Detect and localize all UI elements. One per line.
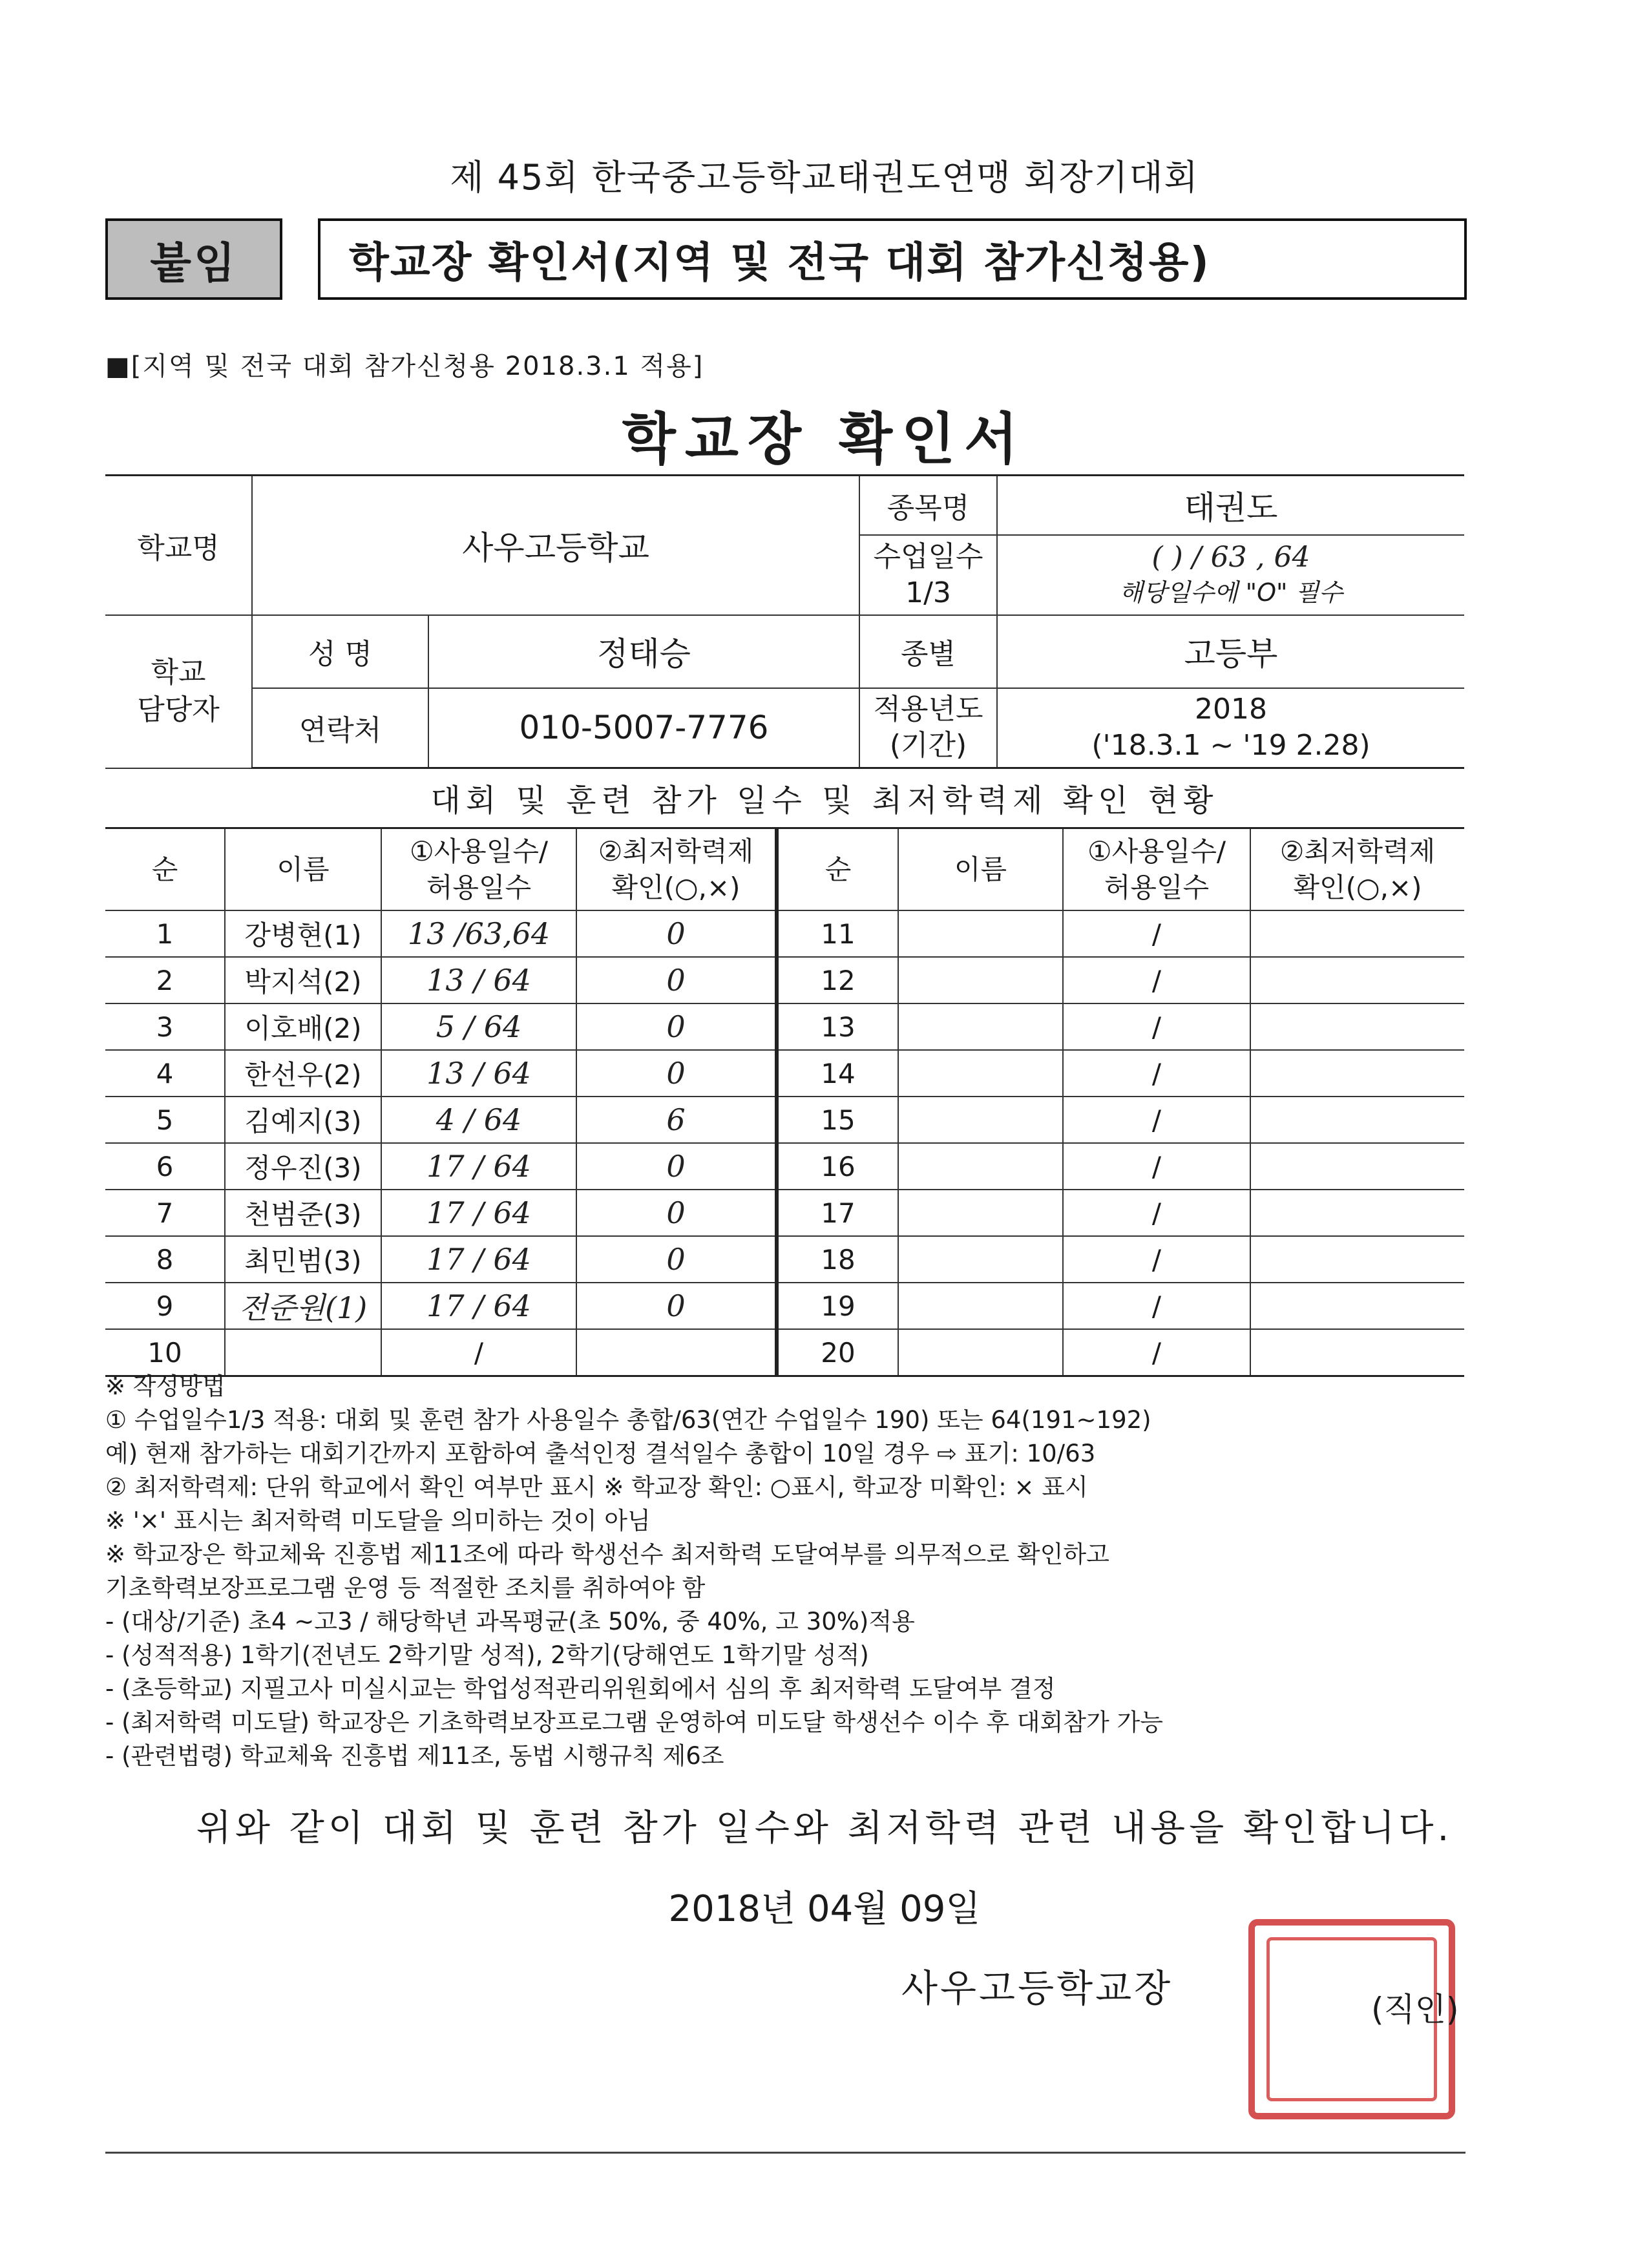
row-no: 1 bbox=[105, 910, 225, 957]
row-days-right: / bbox=[1063, 1190, 1250, 1236]
table-row bbox=[105, 1003, 1464, 1050]
row-no: 8 bbox=[105, 1236, 225, 1283]
row-no: 7 bbox=[105, 1190, 225, 1236]
year-value-cell bbox=[997, 688, 1464, 768]
row-check-right bbox=[1250, 1050, 1464, 1097]
row-check: 0 bbox=[576, 1283, 777, 1329]
period-value: ('18.3.1 ~ '19 2.28) bbox=[1091, 729, 1371, 762]
table-row bbox=[105, 1283, 1464, 1329]
school-name-value: 사우고등학교 bbox=[252, 476, 859, 615]
row-no: 9 bbox=[105, 1283, 225, 1329]
row-name-right bbox=[898, 1329, 1063, 1376]
table-row bbox=[105, 1190, 1464, 1236]
row-days-right: / bbox=[1063, 1283, 1250, 1329]
row-name-right bbox=[898, 957, 1063, 1003]
row-check: 0 bbox=[576, 1236, 777, 1283]
note-line: - (최저학력 미도달) 학교장은 기초학력보장프로그램 운영하여 미도달 학생선수 이수 후 대회참가 가능 bbox=[105, 1708, 1164, 1736]
row-check: 0 bbox=[576, 1190, 777, 1236]
sport-label: 종목명 bbox=[859, 476, 997, 535]
school-info-table bbox=[105, 474, 1464, 769]
class-days-value-cell bbox=[997, 535, 1464, 615]
row-check: 6 bbox=[576, 1097, 777, 1143]
row-name: 김예지(3) bbox=[225, 1097, 381, 1143]
table-row bbox=[105, 910, 1464, 957]
row-days-right: / bbox=[1063, 1003, 1250, 1050]
header-seq-right: 순 bbox=[777, 828, 898, 911]
row-days-right: / bbox=[1063, 1143, 1250, 1190]
note-line: 예) 현재 참가하는 대회기간까지 포함하여 출석인정 결석일수 총합이 10일 경우 ⇨ 표기: 10/63 bbox=[105, 1440, 1096, 1467]
table-row bbox=[105, 1143, 1464, 1190]
row-name-right bbox=[898, 1283, 1063, 1329]
row-check: 0 bbox=[576, 1003, 777, 1050]
row-check-right bbox=[1250, 1143, 1464, 1190]
header-days bbox=[381, 828, 576, 911]
status-heading: 대회 및 훈련 참가 일수 및 최저학력제 확인 현황 bbox=[430, 782, 1219, 819]
row-check-right bbox=[1250, 1190, 1464, 1236]
header-min-right-line1: ②최저학력제 bbox=[1279, 835, 1436, 867]
header-seq: 순 bbox=[105, 828, 225, 911]
issue-date: 2018년 04월 09일 bbox=[668, 1888, 981, 1930]
contact-value: 010-5007-7776 bbox=[428, 688, 859, 768]
year-label bbox=[859, 688, 997, 768]
document-title: 학교장 확인서 bbox=[622, 407, 1027, 472]
row-days-right: / bbox=[1063, 1050, 1250, 1097]
row-name-right bbox=[898, 1097, 1063, 1143]
note-line: ① 수업일수1/3 적용: 대회 및 훈련 참가 사용일수 총합/63(연간 수업일수 190) 또는 64(191~192) bbox=[105, 1406, 1151, 1434]
table-row bbox=[105, 1236, 1464, 1283]
header-min bbox=[576, 828, 777, 911]
row-days: 4 / 64 bbox=[381, 1097, 576, 1143]
row-name-right bbox=[898, 1050, 1063, 1097]
row-name bbox=[225, 1329, 381, 1376]
table-row bbox=[105, 1097, 1464, 1143]
header-title-box: 학교장 확인서(지역 및 전국 대회 참가신청용) bbox=[318, 218, 1467, 300]
row-no: 10 bbox=[105, 1329, 225, 1376]
row-name-right bbox=[898, 1003, 1063, 1050]
row-name: 정우진(3) bbox=[225, 1143, 381, 1190]
row-check-right bbox=[1250, 957, 1464, 1003]
row-check-right bbox=[1250, 910, 1464, 957]
row-no-right: 19 bbox=[777, 1283, 898, 1329]
row-name: 천범준(3) bbox=[225, 1190, 381, 1236]
header-days-right bbox=[1063, 828, 1250, 911]
header-min-line2: 확인(○,×) bbox=[611, 871, 740, 903]
note-line: - (초등학교) 지필고사 미실시교는 학업성적관리위원회에서 심의 후 최저학력 도달여부 결정 bbox=[105, 1675, 1056, 1703]
note-line: ② 최저학력제: 단위 학교에서 확인 여부만 표시 ※ 학교장 확인: ○표시, 학교장 미확인: × 표시 bbox=[105, 1473, 1088, 1501]
row-name-right bbox=[898, 1236, 1063, 1283]
row-no-right: 17 bbox=[777, 1190, 898, 1236]
event-title: 제 45회 한국중고등학교태권도연맹 회장기대회 bbox=[450, 157, 1199, 198]
row-days-right: / bbox=[1063, 1236, 1250, 1283]
apply-note: ■[지역 및 전국 대회 참가신청용 2018.3.1 적용] bbox=[105, 352, 704, 381]
row-check-right bbox=[1250, 1283, 1464, 1329]
row-check-right bbox=[1250, 1003, 1464, 1050]
row-days-right: / bbox=[1063, 910, 1250, 957]
row-no-right: 20 bbox=[777, 1329, 898, 1376]
row-name: 최민범(3) bbox=[225, 1236, 381, 1283]
row-check: 0 bbox=[576, 1050, 777, 1097]
class-days-label bbox=[859, 535, 997, 615]
name-value: 정태승 bbox=[428, 615, 859, 688]
year-value: 2018 bbox=[1195, 693, 1267, 726]
class-days-note: 해당일수에 "O" 필수 bbox=[1119, 578, 1343, 607]
row-days: 17 / 64 bbox=[381, 1236, 576, 1283]
name-label: 성 명 bbox=[252, 615, 428, 688]
row-check: 0 bbox=[576, 910, 777, 957]
year-label-line2: (기간) bbox=[889, 729, 967, 762]
row-days: 13 / 64 bbox=[381, 1050, 576, 1097]
row-no-right: 16 bbox=[777, 1143, 898, 1190]
note-line: - (관련법령) 학교체육 진흥법 제11조, 동법 시행규칙 제6조 bbox=[105, 1742, 724, 1770]
row-no: 2 bbox=[105, 957, 225, 1003]
header-name-right: 이름 bbox=[898, 828, 1063, 911]
division-label: 종별 bbox=[859, 615, 997, 688]
class-days-label-line2: 1/3 bbox=[905, 576, 951, 609]
principal-name: 사우고등학교장 bbox=[901, 1966, 1173, 2010]
row-name-right bbox=[898, 1143, 1063, 1190]
row-no-right: 11 bbox=[777, 910, 898, 957]
row-days: 17 / 64 bbox=[381, 1283, 576, 1329]
row-no-right: 14 bbox=[777, 1050, 898, 1097]
row-name: 이호배(2) bbox=[225, 1003, 381, 1050]
manager-label-line1: 학교 bbox=[151, 656, 206, 689]
row-no-right: 18 bbox=[777, 1236, 898, 1283]
note-line: ※ '×' 표시는 최저학력 미도달을 의미하는 것이 아님 bbox=[105, 1507, 651, 1535]
row-check: 0 bbox=[576, 1143, 777, 1190]
roster-header-row bbox=[105, 828, 1464, 911]
row-no-right: 13 bbox=[777, 1003, 898, 1050]
bottom-divider bbox=[105, 2152, 1465, 2154]
row-days-right: / bbox=[1063, 1329, 1250, 1376]
row-no-right: 12 bbox=[777, 957, 898, 1003]
row-no: 3 bbox=[105, 1003, 225, 1050]
row-name: 한선우(2) bbox=[225, 1050, 381, 1097]
year-label-line1: 적용년도 bbox=[873, 693, 983, 726]
row-days-right: / bbox=[1063, 957, 1250, 1003]
row-days: 13 /63,64 bbox=[381, 910, 576, 957]
class-days-label-line1: 수업일수 bbox=[873, 540, 983, 573]
row-no: 6 bbox=[105, 1143, 225, 1190]
attachment-badge: 붙임 bbox=[105, 218, 282, 300]
row-name: 전준원(1) bbox=[225, 1283, 381, 1329]
row-days: 5 / 64 bbox=[381, 1003, 576, 1050]
contact-label: 연락처 bbox=[252, 688, 428, 768]
row-name-right bbox=[898, 1190, 1063, 1236]
row-days: 17 / 64 bbox=[381, 1190, 576, 1236]
division-value: 고등부 bbox=[997, 615, 1464, 688]
row-check-right bbox=[1250, 1097, 1464, 1143]
row-no-right: 15 bbox=[777, 1097, 898, 1143]
class-days-value: ( ) / 63 , 64 bbox=[1151, 540, 1310, 574]
row-check bbox=[576, 1329, 777, 1376]
row-name-right bbox=[898, 910, 1063, 957]
manager-label bbox=[105, 615, 252, 768]
header-min-right bbox=[1250, 828, 1464, 911]
row-no: 5 bbox=[105, 1097, 225, 1143]
row-check-right bbox=[1250, 1329, 1464, 1376]
instructions-notes bbox=[105, 1370, 1469, 1773]
row-name: 강병현(1) bbox=[225, 910, 381, 957]
header-days-right-line1: ①사용일수/ bbox=[1087, 835, 1226, 867]
note-line: - (대상/기준) 초4 ~고3 / 해당학년 과목평균(초 50%, 중 40%, 고 30%)적용 bbox=[105, 1608, 915, 1635]
row-name: 박지석(2) bbox=[225, 957, 381, 1003]
header-name: 이름 bbox=[225, 828, 381, 911]
sport-value: 태권도 bbox=[997, 476, 1464, 535]
header-days-right-line2: 허용일수 bbox=[1104, 871, 1210, 903]
header-days-line2: 허용일수 bbox=[426, 871, 532, 903]
seal-mark-label: (직인) bbox=[1371, 1991, 1459, 2028]
header-min-right-line2: 확인(○,×) bbox=[1293, 871, 1422, 903]
row-days: 13 / 64 bbox=[381, 957, 576, 1003]
table-row bbox=[105, 1329, 1464, 1376]
row-check: 0 bbox=[576, 957, 777, 1003]
confirmation-statement: 위와 같이 대회 및 훈련 참가 일수와 최저학력 관련 내용을 확인합니다. bbox=[196, 1807, 1453, 1849]
school-name-label: 학교명 bbox=[105, 476, 252, 615]
row-check-right bbox=[1250, 1236, 1464, 1283]
note-line: ※ 작성방법 bbox=[105, 1372, 226, 1400]
roster-table bbox=[105, 827, 1464, 1377]
note-line: 기초학력보장프로그램 운영 등 적절한 조치를 취하여야 함 bbox=[105, 1574, 706, 1602]
table-row bbox=[105, 1050, 1464, 1097]
table-row bbox=[105, 957, 1464, 1003]
header-min-line1: ②최저학력제 bbox=[598, 835, 754, 867]
note-line: - (성적적용) 1학기(전년도 2학기말 성적), 2학기(당해연도 1학기말 성적) bbox=[105, 1641, 869, 1669]
row-days: 17 / 64 bbox=[381, 1143, 576, 1190]
row-days-right: / bbox=[1063, 1097, 1250, 1143]
row-no: 4 bbox=[105, 1050, 225, 1097]
header-days-line1: ①사용일수/ bbox=[409, 835, 549, 867]
note-line: ※ 학교장은 학교체육 진흥법 제11조에 따라 학생선수 최저학력 도달여부를 의무적으로 확인하고 bbox=[105, 1540, 1109, 1568]
row-days: / bbox=[381, 1329, 576, 1376]
manager-label-line2: 담당자 bbox=[137, 693, 220, 726]
